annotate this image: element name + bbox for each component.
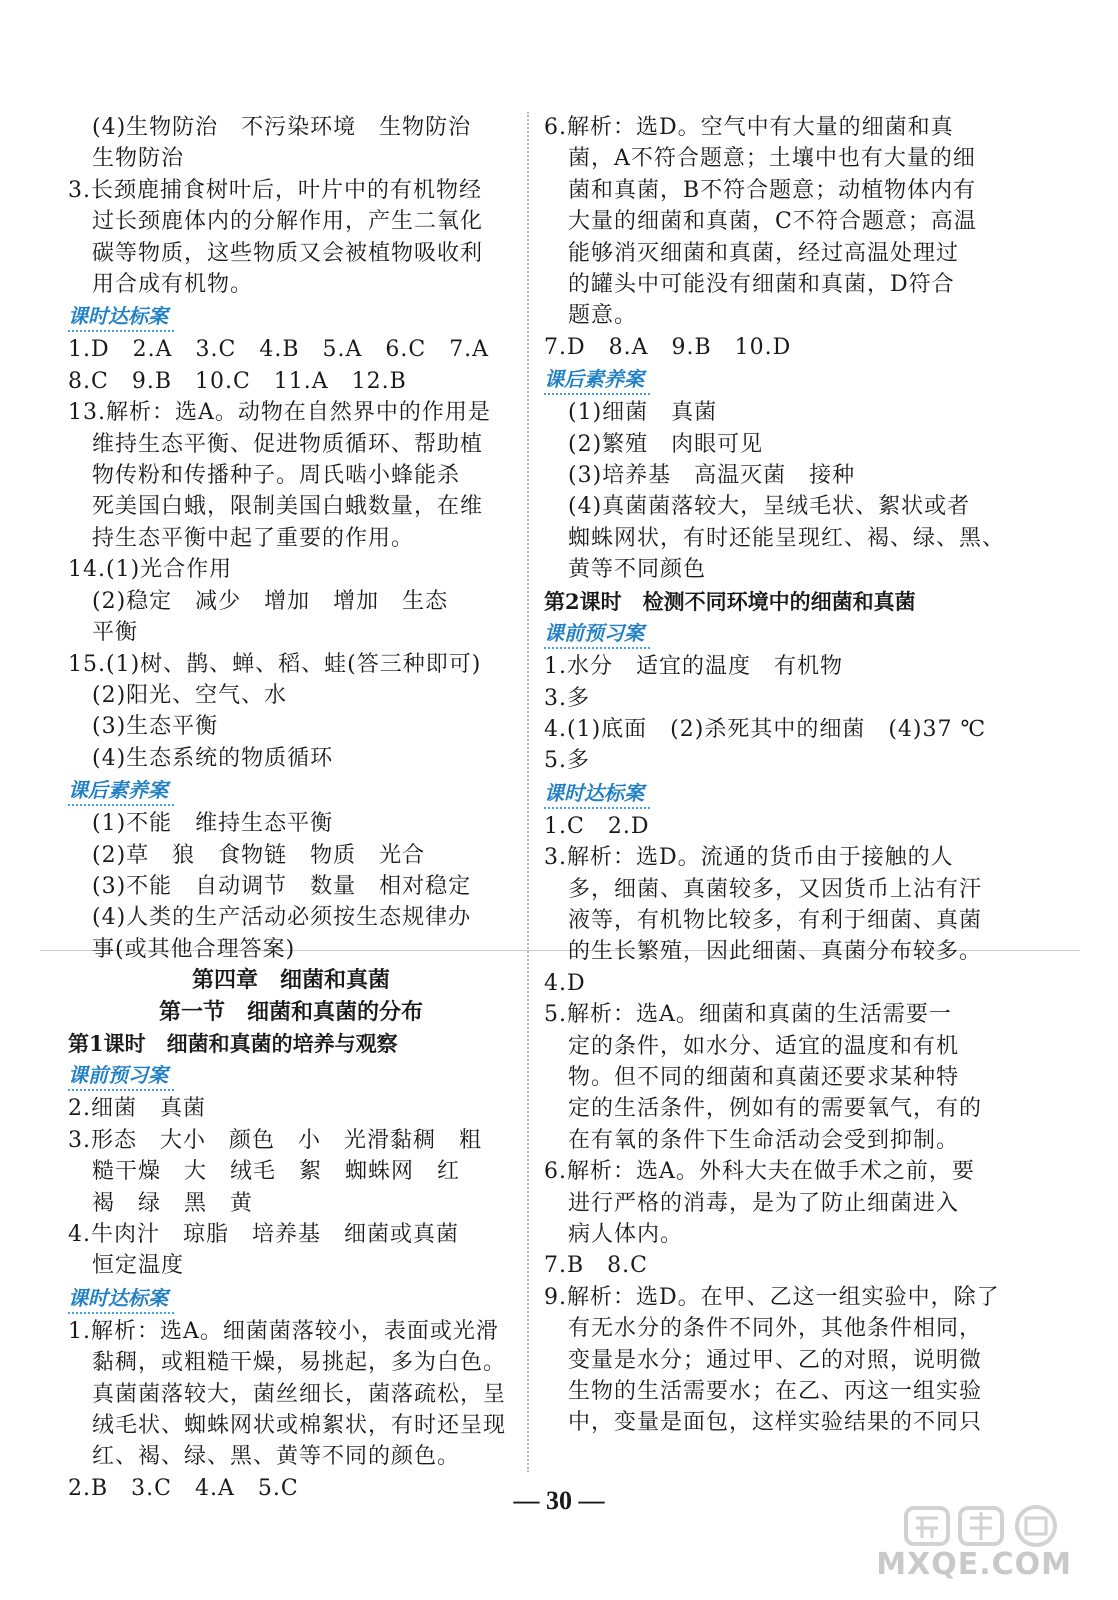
answer-line: (1)不能 维持生态平衡 xyxy=(92,811,334,837)
answer-line: 平衡 xyxy=(92,620,139,646)
answer-line: 红、褐、绿、黑、黄等不同的颜色。 xyxy=(92,1444,461,1470)
section-heading: 课后素养案 xyxy=(544,365,650,395)
section-heading: 课前预习案 xyxy=(544,619,650,649)
answer-line: 变量是水分；通过甲、乙的对照，说明微 xyxy=(568,1347,983,1373)
section-heading-row xyxy=(68,1282,514,1316)
answer-line: 恒定温度 xyxy=(92,1253,185,1279)
left-column xyxy=(68,112,514,1504)
answer-line: 物。但不同的细菌和真菌还要求某种特 xyxy=(568,1064,960,1090)
answer-line: (3)生态平衡 xyxy=(92,714,219,740)
answer-line: 大量的细菌和真菌，C不符合题意；高温 xyxy=(568,209,977,235)
answer-line: 过长颈鹿体内的分解作用，产生二氧化 xyxy=(92,209,484,235)
answer-line: 生物的生活需要水；在乙、丙这一组实验 xyxy=(568,1379,983,1405)
answer-line: 能够消灭细菌和真菌，经过高温处理过 xyxy=(568,240,960,266)
answer-line: 黏稠，或粗糙干燥，易挑起，多为白色。 xyxy=(92,1350,507,1376)
answer-line: 1.C 2.D xyxy=(544,813,650,839)
right-column xyxy=(544,112,1006,1439)
answer-line: 3.解析：选D。流通的货币由于接触的人 xyxy=(544,845,954,871)
answer-line: 菌和真菌，B不符合题意；动植物体内有 xyxy=(568,177,977,203)
answer-line: (3)培养基 高温灭菌 接种 xyxy=(568,463,856,489)
answer-line: 5.多 xyxy=(544,748,590,774)
answer-line: (4)真菌菌落较大，呈绒毛状、絮状或者 xyxy=(568,494,971,520)
answer-line: (2)繁殖 肉眼可见 xyxy=(568,431,764,457)
section-heading-row xyxy=(68,300,514,334)
answer-line: 3.形态 大小 颜色 小 光滑黏稠 粗 xyxy=(68,1127,482,1153)
answer-line: 13.解析：选A。动物在自然界中的作用是 xyxy=(68,400,491,426)
answer-line: (2)阳光、空气、水 xyxy=(92,682,288,708)
section-heading-row xyxy=(544,617,990,651)
answer-line: 1.解析：选A。细菌菌落较小，表面或光滑 xyxy=(68,1318,499,1344)
section-heading-row xyxy=(68,774,514,808)
answer-line: 7.B 8.C xyxy=(544,1253,648,1279)
answer-line: 维持生态平衡、促进物质循环、帮助植 xyxy=(92,431,484,457)
answer-line: 8.C 9.B 10.C 11.A 12.B xyxy=(68,368,407,394)
answer-line: 定的生活条件，例如有的需要氧气，有的 xyxy=(568,1096,983,1122)
answer-line: 3.长颈鹿捕食树叶后，叶片中的有机物经 xyxy=(68,177,482,203)
answer-line: 多，细菌、真菌较多，又因货币上沾有汗 xyxy=(568,876,983,902)
section-heading-row xyxy=(544,363,990,397)
page-number: — 30 — xyxy=(513,1486,605,1515)
answer-line: 病人体内。 xyxy=(568,1222,684,1247)
answer-line: 生物防治 xyxy=(92,146,185,172)
chapter-title: 第一节 细菌和真菌的分布 xyxy=(158,998,423,1025)
answer-line: (4)生态系统的物质循环 xyxy=(92,745,334,771)
chapter-title: 第四章 细菌和真菌 xyxy=(191,967,390,994)
answer-line: 1.水分 适宜的温度 有机物 xyxy=(544,654,843,680)
answer-line: 糙干燥 大 绒毛 絮 蜘蛛网 红 xyxy=(92,1159,461,1185)
watermark-logo-icon xyxy=(904,1504,1064,1548)
answer-line: 菌，A不符合题意；土壤中也有大量的细 xyxy=(568,146,976,172)
answer-line: 物传粉和传播种子。周氏啮小蜂能杀 xyxy=(92,463,461,489)
answer-line: 褐 绿 黑 黄 xyxy=(92,1190,254,1216)
answer-line: 3.多 xyxy=(544,685,590,711)
answer-line: 用合成有机物。 xyxy=(92,272,254,298)
section-heading: 课时达标案 xyxy=(544,779,650,809)
answer-line: 真菌菌落较大，菌丝细长，菌落疏松，呈 xyxy=(92,1381,507,1407)
answer-line: 15.(1)树、鹊、蝉、稻、蛙(答三种即可) xyxy=(68,651,482,677)
answer-line: 有无水分的条件不同外，其他条件相同， xyxy=(568,1316,983,1342)
answer-line: 9.解析：选D。在甲、乙这一组实验中，除了 xyxy=(544,1284,1000,1310)
answer-line: 14.(1)光合作用 xyxy=(68,557,233,583)
section-heading: 课后素养案 xyxy=(68,776,174,806)
answer-line: 5.解析：选A。细菌和真菌的生活需要一 xyxy=(544,1002,952,1028)
answer-line: 液等，有机物比较多，有利于细菌、真菌 xyxy=(568,907,983,933)
section-heading: 课前预习案 xyxy=(68,1061,174,1091)
lesson-title: 第1课时 细菌和真菌的培养与观察 xyxy=(68,1030,398,1056)
answer-line: 题意。 xyxy=(568,303,638,329)
answer-line: (2)草 狼 食物链 物质 光合 xyxy=(92,842,426,868)
answer-line: 事(或其他合理答案) xyxy=(92,936,296,962)
answer-line: 持生态平衡中起了重要的作用。 xyxy=(92,525,415,551)
answer-line: (4)人类的生产活动必须按生态规律办 xyxy=(92,905,472,931)
answer-line: (4)生物防治 不污染环境 生物防治 xyxy=(92,115,472,140)
lesson-title: 第2课时 检测不同环境中的细菌和真菌 xyxy=(544,588,916,614)
answer-line: 蜘蛛网状，有时还能呈现红、褐、绿、黑、 xyxy=(568,525,1006,551)
answer-line: 的罐头中可能没有细菌和真菌，D符合 xyxy=(568,272,955,298)
section-heading: 课时达标案 xyxy=(68,1284,174,1314)
answer-line: 的生长繁殖，因此细菌、真菌分布较多。 xyxy=(568,939,983,965)
answer-line: 在有氧的条件下生命活动会受到抑制。 xyxy=(568,1127,960,1153)
answer-line: 定的条件，如水分、适宜的温度和有机 xyxy=(568,1033,960,1059)
answer-line: 碳等物质，这些物质又会被植物吸收利 xyxy=(92,240,484,266)
answer-line: 4.D xyxy=(544,970,586,996)
section-heading: 课时达标案 xyxy=(68,302,174,332)
answer-line: 6.解析：选A。外科大夫在做手术之前，要 xyxy=(544,1159,975,1185)
answer-line: 进行严格的消毒，是为了防止细菌进入 xyxy=(568,1190,960,1216)
answer-line: (2)稳定 减少 增加 增加 生态 xyxy=(92,588,449,614)
answer-line: (3)不能 自动调节 数量 相对稳定 xyxy=(92,873,472,899)
answer-line: 中，变量是面包，这样实验结果的不同只 xyxy=(568,1410,983,1436)
column-divider xyxy=(527,112,529,1472)
answer-line: 7.D 8.A 9.B 10.D xyxy=(544,334,792,360)
answer-line: 4.牛肉汁 琼脂 培养基 细菌或真菌 xyxy=(68,1222,459,1247)
answer-line: 6.解析：选D。空气中有大量的细菌和真 xyxy=(544,115,954,140)
answer-line: 死美国白蛾，限制美国白蛾数量，在维 xyxy=(92,494,484,520)
answer-line: 1.D 2.A 3.C 4.B 5.A 6.C 7.A xyxy=(68,337,490,363)
answer-line: 黄等不同颜色 xyxy=(568,557,707,583)
answer-line: 2.细菌 真菌 xyxy=(68,1096,206,1122)
answer-line: 2.B 3.C 4.A 5.C xyxy=(68,1475,299,1501)
watermark-text: MXQE.COM xyxy=(876,1547,1072,1582)
watermark xyxy=(876,1504,1098,1594)
answer-line: (1)细菌 真菌 xyxy=(568,400,718,426)
answer-line: 4.(1)底面 (2)杀死其中的细菌 (4)37 ℃ xyxy=(544,716,987,742)
answer-line: 绒毛状、蜘蛛网状或棉絮状，有时还呈现 xyxy=(92,1413,507,1439)
section-heading-row xyxy=(68,1059,514,1093)
section-heading-row xyxy=(544,777,990,811)
